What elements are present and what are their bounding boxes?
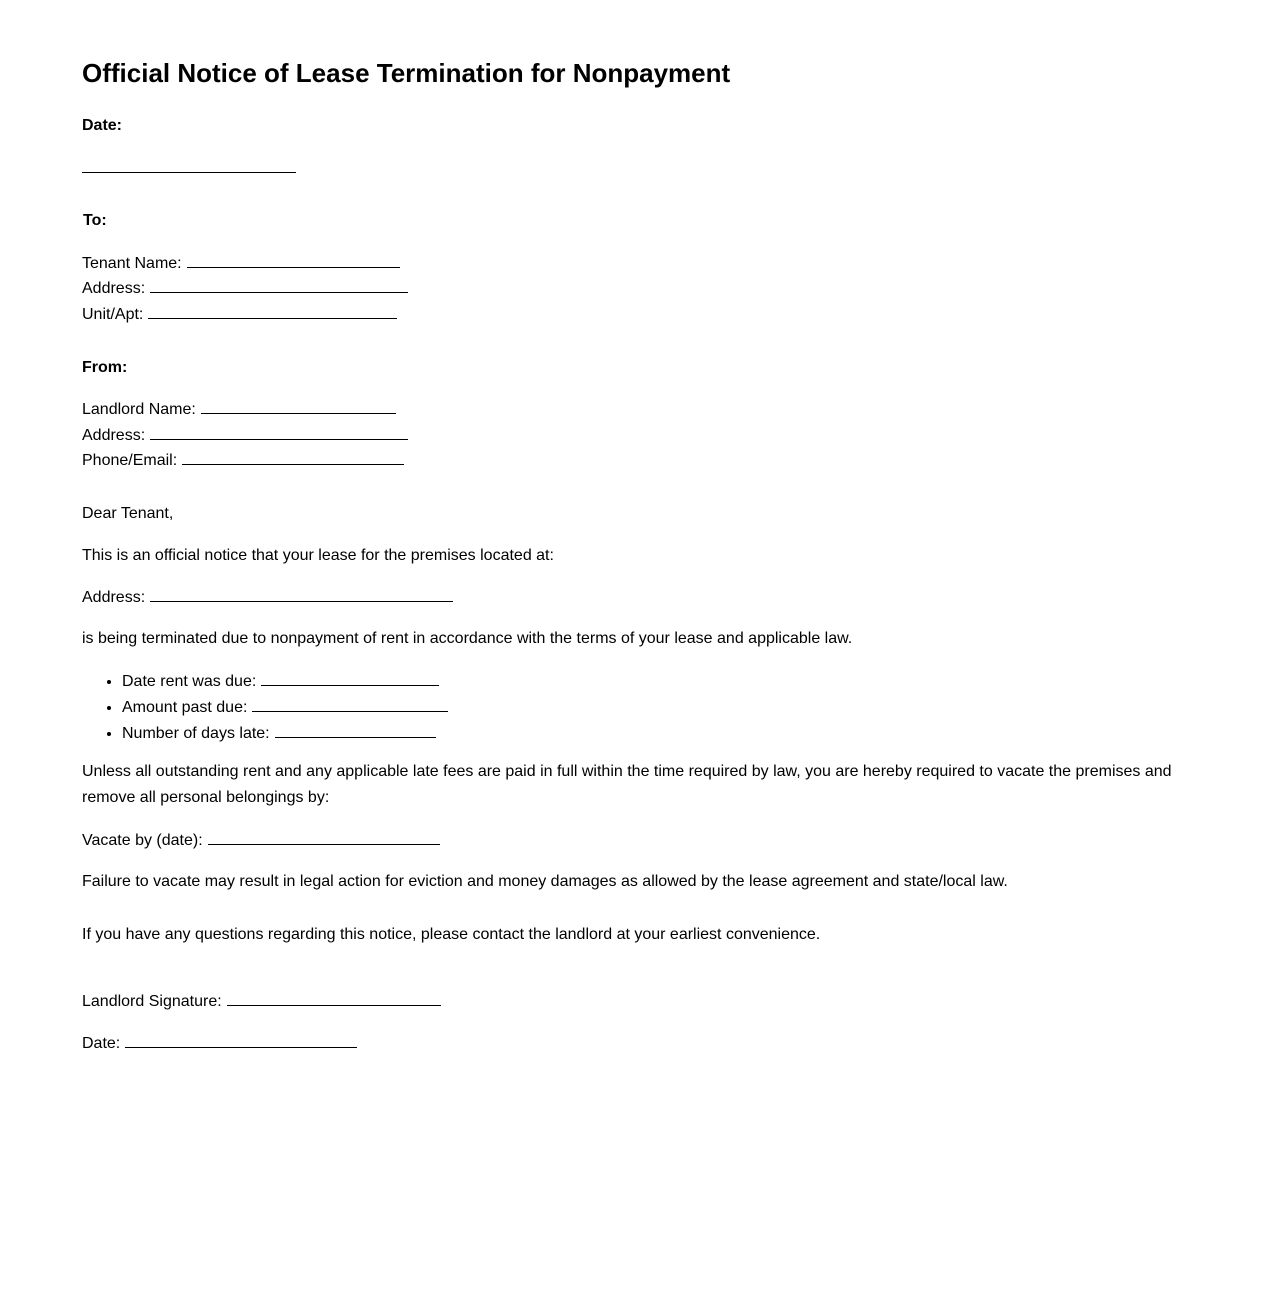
phone-email-label: Phone/Email: (82, 452, 178, 469)
signature-row (82, 991, 441, 1012)
detail-days-late (122, 721, 448, 747)
date-blank[interactable] (82, 158, 296, 173)
document-title: Official Notice of Lease Termination for Nonpayment (82, 58, 731, 88)
detail-date-due-blank[interactable] (261, 671, 439, 686)
tenant-address-blank[interactable] (150, 278, 408, 293)
detail-amount-past-due (122, 695, 448, 721)
detail-date-due-label: Date rent was due: (122, 673, 257, 690)
date-label: Date: (82, 117, 123, 134)
to-heading: To: (83, 212, 107, 229)
signature-label: Landlord Signature: (82, 993, 222, 1010)
detail-days-late-blank[interactable] (275, 723, 436, 738)
tenant-name-blank[interactable] (187, 253, 400, 268)
from-heading: From: (82, 359, 128, 376)
signature-date-label: Date: (82, 1035, 121, 1052)
landlord-address-row (82, 425, 408, 446)
tenant-name-label: Tenant Name: (82, 255, 182, 272)
landlord-address-blank[interactable] (150, 425, 408, 440)
unit-apt-row (82, 304, 397, 325)
phone-email-row (82, 450, 404, 471)
detail-days-late-label: Number of days late: (122, 725, 270, 742)
landlord-name-row (82, 399, 396, 420)
vacate-date-row (82, 830, 440, 851)
signature-date-blank[interactable] (125, 1033, 357, 1048)
tenant-address-row (82, 278, 408, 299)
landlord-name-blank[interactable] (201, 399, 396, 414)
vacate-date-blank[interactable] (208, 830, 440, 845)
unit-apt-label: Unit/Apt: (82, 306, 144, 323)
termination-statement: is being terminated due to nonpayment of rent in accordance with the terms of your lease and applicable law. (82, 630, 853, 647)
vacate-paragraph: Unless all outstanding rent and any applicable late fees are paid in full within the time required by law, you are hereby required to vacate the premises and remove all personal belongings by: (82, 763, 1172, 806)
detail-date-due (122, 669, 448, 695)
premises-address-label: Address: (82, 589, 146, 606)
vacate-date-label: Vacate by (date): (82, 832, 203, 849)
intro-paragraph: This is an official notice that your lease for the premises located at: (82, 547, 554, 564)
detail-amount-blank[interactable] (252, 697, 448, 712)
premises-address-row (82, 587, 453, 608)
tenant-name-row (82, 253, 400, 274)
salutation: Dear Tenant, (82, 505, 174, 522)
landlord-address-label: Address: (82, 427, 146, 444)
payment-details-list (82, 669, 448, 747)
failure-paragraph: Failure to vacate may result in legal action for eviction and money damages as allowed by the lease agreement and state/local law. (82, 873, 1008, 890)
date-blank-row (82, 158, 296, 179)
signature-blank[interactable] (227, 991, 441, 1006)
questions-paragraph: If you have any questions regarding this notice, please contact the landlord at your earliest convenience. (82, 926, 821, 943)
phone-email-blank[interactable] (182, 450, 404, 465)
detail-amount-label: Amount past due: (122, 699, 248, 716)
tenant-address-label: Address: (82, 280, 146, 297)
landlord-name-label: Landlord Name: (82, 401, 196, 418)
premises-address-blank[interactable] (150, 587, 453, 602)
unit-apt-blank[interactable] (148, 304, 397, 319)
signature-date-row (82, 1033, 357, 1054)
